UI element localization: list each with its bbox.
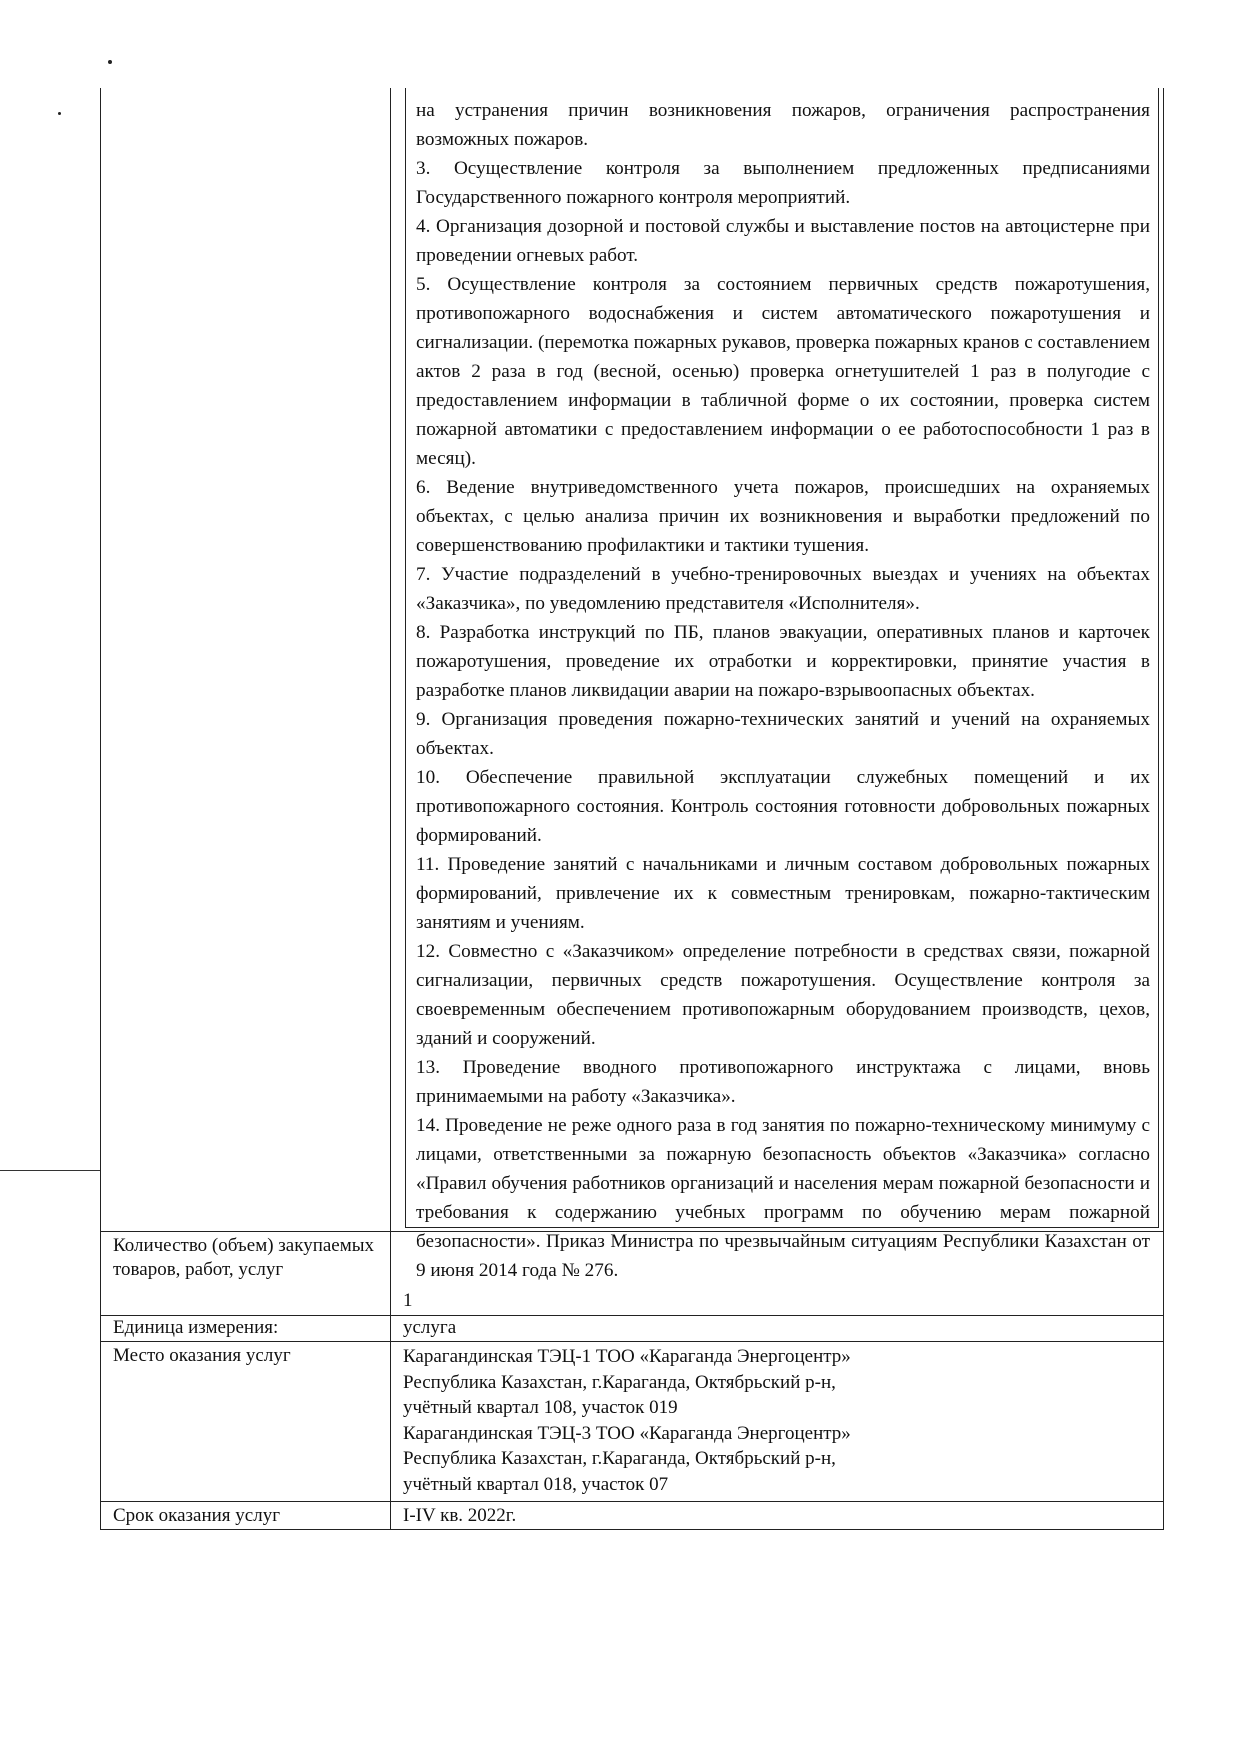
quantity-label: Количество (объем) закупаемых товаров, работ, услуг	[113, 1235, 375, 1280]
place-line: учётный квартал 018, участок 07	[403, 1473, 669, 1495]
services-item: 8. Разработка инструкций по ПБ, планов эвакуации, оперативных планов и карточек пожаротушения, проведение их отработки и корректировки, принятие участия в разработке планов ликвидации аварии на пожаро-взрывоопасных объектах.	[416, 622, 1150, 701]
services-item: 13. Проведение вводного противопожарного инструктажа с лицами, вновь принимаемыми на работу «Заказчика».	[416, 1057, 1150, 1107]
unit-label-cell	[101, 1316, 391, 1341]
quantity-row	[100, 1232, 1164, 1316]
term-value: I-IV кв. 2022г.	[403, 1505, 517, 1526]
place-line: Карагандинская ТЭЦ-3 ТОО «Караганда Энергоцентр»	[403, 1422, 851, 1444]
unit-label: Единица измерения:	[113, 1317, 279, 1338]
unit-value: услуга	[403, 1317, 457, 1338]
services-item: 10. Обеспечение правильной эксплуатации служебных помещений и их противопожарного состояния. Контроль состояния готовности добровольных пожарных формирований.	[416, 767, 1150, 846]
place-value-cell	[391, 1342, 1163, 1501]
services-item: 5. Осуществление контроля за состоянием первичных средств пожаротушения, противопожарного водоснабжения и систем автоматического пожаротушения и сигнализации. (перемотка пожарных рукавов, проверка пожарных кранов с составлением актов 2 раза в год (весной, осенью) проверка огнетушителей 1 раз в полугодие с предоставлением информации в табличной форме о их состоянии, проверка систем пожарной автоматики с предоставлением информации о ее работоспособности 1 раз в месяц).	[416, 274, 1150, 469]
services-item: 4. Организация дозорной и постовой службы и выставление постов на автоцистерне при проведении огневых работ.	[416, 216, 1150, 266]
quantity-value-cell	[391, 1232, 1163, 1315]
services-item: 3. Осуществление контроля за выполнением предложенных предписаниями Государственного пожарного контроля мероприятий.	[416, 158, 1150, 208]
term-label-cell	[101, 1502, 391, 1529]
services-item: 12. Совместно с «Заказчиком» определение потребности в средствах связи, пожарной сигнализации, первичных средств пожаротушения. Осуществление контроля за своевременным обеспечением противопожарным оборудованием производств, цехов, зданий и сооружений.	[416, 941, 1150, 1049]
scan-dot	[58, 112, 61, 115]
place-row	[100, 1342, 1164, 1502]
quantity-label-cell	[101, 1232, 391, 1315]
services-item: 6. Ведение внутриведомственного учета пожаров, происшедших на охраняемых объектах, с целью анализа причин их возникновения и выработки предложений по совершенствованию профилактики и тактики тушения.	[416, 477, 1150, 556]
term-value-cell	[391, 1502, 1163, 1529]
place-line: Карагандинская ТЭЦ-1 ТОО «Караганда Энергоцентр»	[403, 1346, 851, 1367]
place-label-cell	[101, 1342, 391, 1501]
services-intro: на устранения причин возникновения пожаров, ограничения распространения возможных пожаров.	[416, 100, 1150, 150]
services-row-label-cell	[101, 88, 391, 1231]
services-item: 7. Участие подразделений в учебно-тренировочных выездах и учениях на объектах «Заказчика», по уведомлению представителя «Исполнителя».	[416, 564, 1150, 614]
services-item: 14. Проведение не реже одного раза в год занятия по пожарно-техническому минимуму с лицами, ответственными за пожарную безопасность объектов «Заказчика» согласно «Правил обучения работников организаций и населения мерам пожарной безопасности и требования к содержанию учебных программ по обучению мерам пожарной безопасности». Приказ Министра по чрезвычайным ситуациям Республики Казахстан от 9 июня 2014 года № 276.	[416, 1115, 1150, 1281]
unit-row	[100, 1316, 1164, 1342]
services-description-box	[405, 88, 1159, 1281]
scan-dot	[108, 60, 112, 64]
place-line: Республика Казахстан, г.Караганда, Октябрьский р-н,	[403, 1371, 836, 1393]
quantity-value: 1	[403, 1290, 413, 1311]
place-line: учётный квартал 108, участок 019	[403, 1397, 678, 1418]
scan-line	[0, 1170, 100, 1171]
unit-value-cell	[391, 1316, 1163, 1341]
place-line: Республика Казахстан, г.Караганда, Октябрьский р-н,	[403, 1448, 836, 1469]
services-item: 11. Проведение занятий с начальниками и личным составом добровольных пожарных формирований, привлечение их к совместным тренировкам, пожарно-тактическим занятиям и учениям.	[416, 854, 1150, 933]
services-item: 9. Организация проведения пожарно-технических занятий и учений на охраняемых объектах.	[416, 709, 1150, 759]
place-label: Место оказания услуг	[113, 1345, 291, 1366]
term-label: Срок оказания услуг	[113, 1505, 281, 1526]
term-row	[100, 1502, 1164, 1530]
